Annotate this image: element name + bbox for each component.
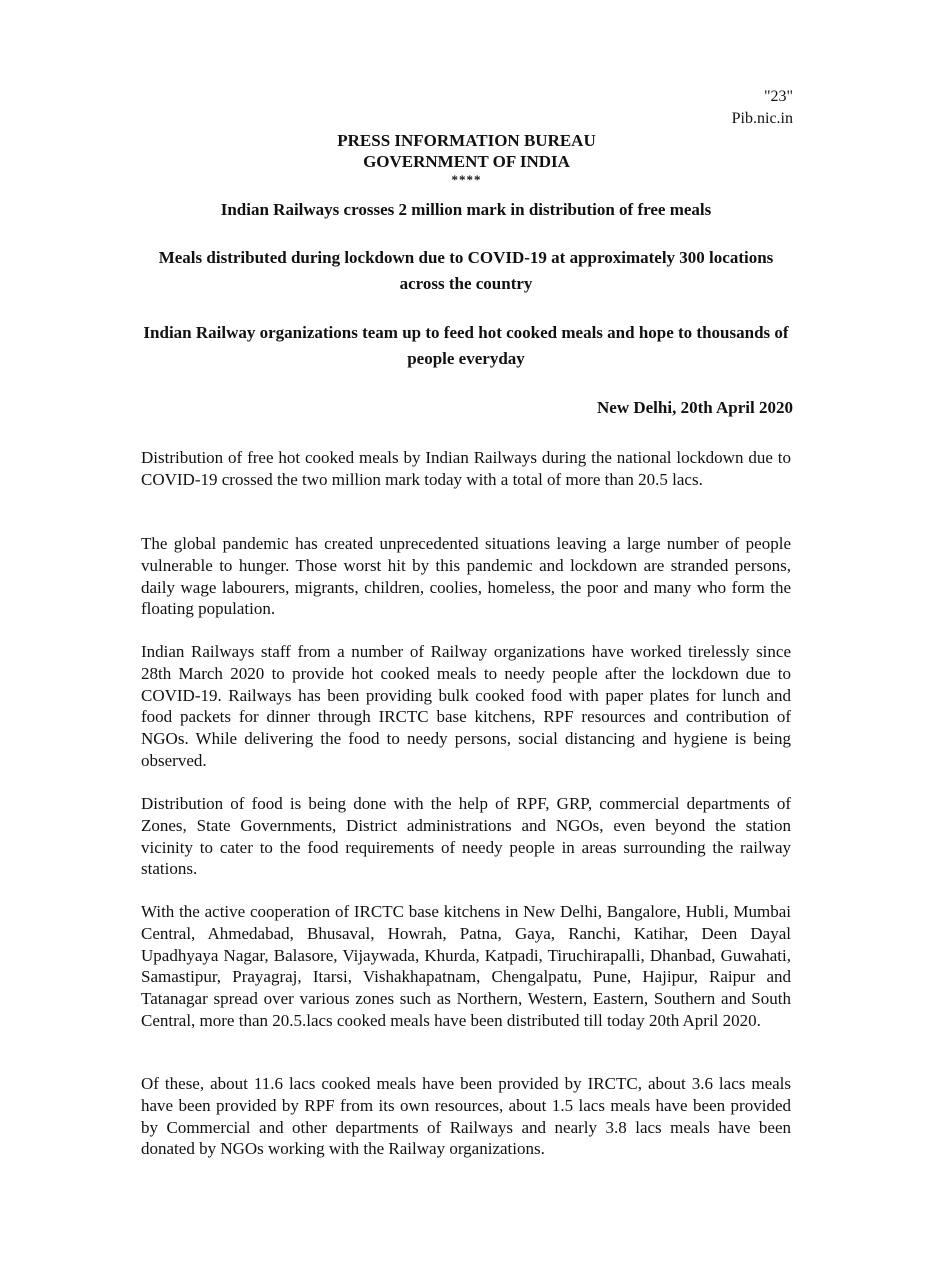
bureau-name: PRESS INFORMATION BUREAU — [337, 131, 596, 150]
paragraph-5: With the active cooperation of IRCTC base kitchens in New Delhi, Bangalore, Hubli, Mumbai Central, Ahmedabad, Bhusaval, Howrah, Patna, Gaya, Ranchi, Katihar, Deen Dayal Upadhyaya Nagar, Balasore, Vijaywada, Khurda, Katpadi, Tiruchirapalli, Dhanbad, Guwahati, Samastipur, Prayagraj, Itarsi, Vishakhapatnam, Chengalpatu, Pune, Hajipur, Raipur and Tatanagar spread over various zones such as Northern, Western, Eastern, Southern and South Central, more than 20.5.lacs cooked meals have been distributed till today 20th April 2020. — [141, 902, 791, 1030]
source-site: Pib.nic.in — [731, 110, 793, 127]
paragraph-6: Of these, about 11.6 lacs cooked meals have been provided by IRCTC, about 3.6 lacs meals have been provided by RPF from its own resources, about 1.5 lacs meals have been provided by Commercial and other departments of Railways and nearly 3.8 lacs meals have been donated by NGOs working with the Railway organizations. — [141, 1074, 791, 1159]
page-number: "23" — [763, 88, 793, 105]
headline-sub-1: Meals distributed during lockdown due to COVID-19 at approximately 300 locations across the country — [158, 248, 774, 293]
paragraph-1: Distribution of free hot cooked meals by Indian Railways during the national lockdown due to COVID-19 crossed the two million mark today with a total of more than 20.5 lacs. — [141, 448, 791, 489]
paragraph-3: Indian Railways staff from a number of Railway organizations have worked tirelessly since 28th March 2020 to provide hot cooked meals to needy people after the lockdown due to COVID-19. Railways has been providing bulk cooked food with paper plates for lunch and food packets for dinner through IRCTC base kitchens, RPF resources and contribution of NGOs. While delivering the food to needy persons, social distancing and hygiene is being observed. — [141, 642, 791, 770]
paragraph-4: Distribution of food is being done with the help of RPF, GRP, commercial departments of Zones, State Governments, District administrations and NGOs, even beyond the station vicinity to cater to the food requirements of needy people in areas surrounding the railway stations. — [141, 794, 791, 879]
headline-main: Indian Railways crosses 2 million mark in distribution of free meals — [220, 200, 712, 219]
dateline: New Delhi, 20th April 2020 — [597, 398, 793, 417]
header-stars: **** — [451, 172, 482, 187]
page-corner-info — [732, 86, 793, 130]
headline-sub-2: Indian Railway organizations team up to feed hot cooked meals and hope to thousands of people everyday — [143, 323, 789, 368]
government-name: GOVERNMENT OF INDIA — [363, 152, 570, 171]
paragraph-2: The global pandemic has created unprecedented situations leaving a large number of people vulnerable to hunger. Those worst hit by this pandemic and lockdown are stranded persons, daily wage labourers, migrants, children, coolies, homeless, the poor and many who form the floating population. — [141, 534, 791, 619]
bureau-header — [0, 130, 933, 188]
